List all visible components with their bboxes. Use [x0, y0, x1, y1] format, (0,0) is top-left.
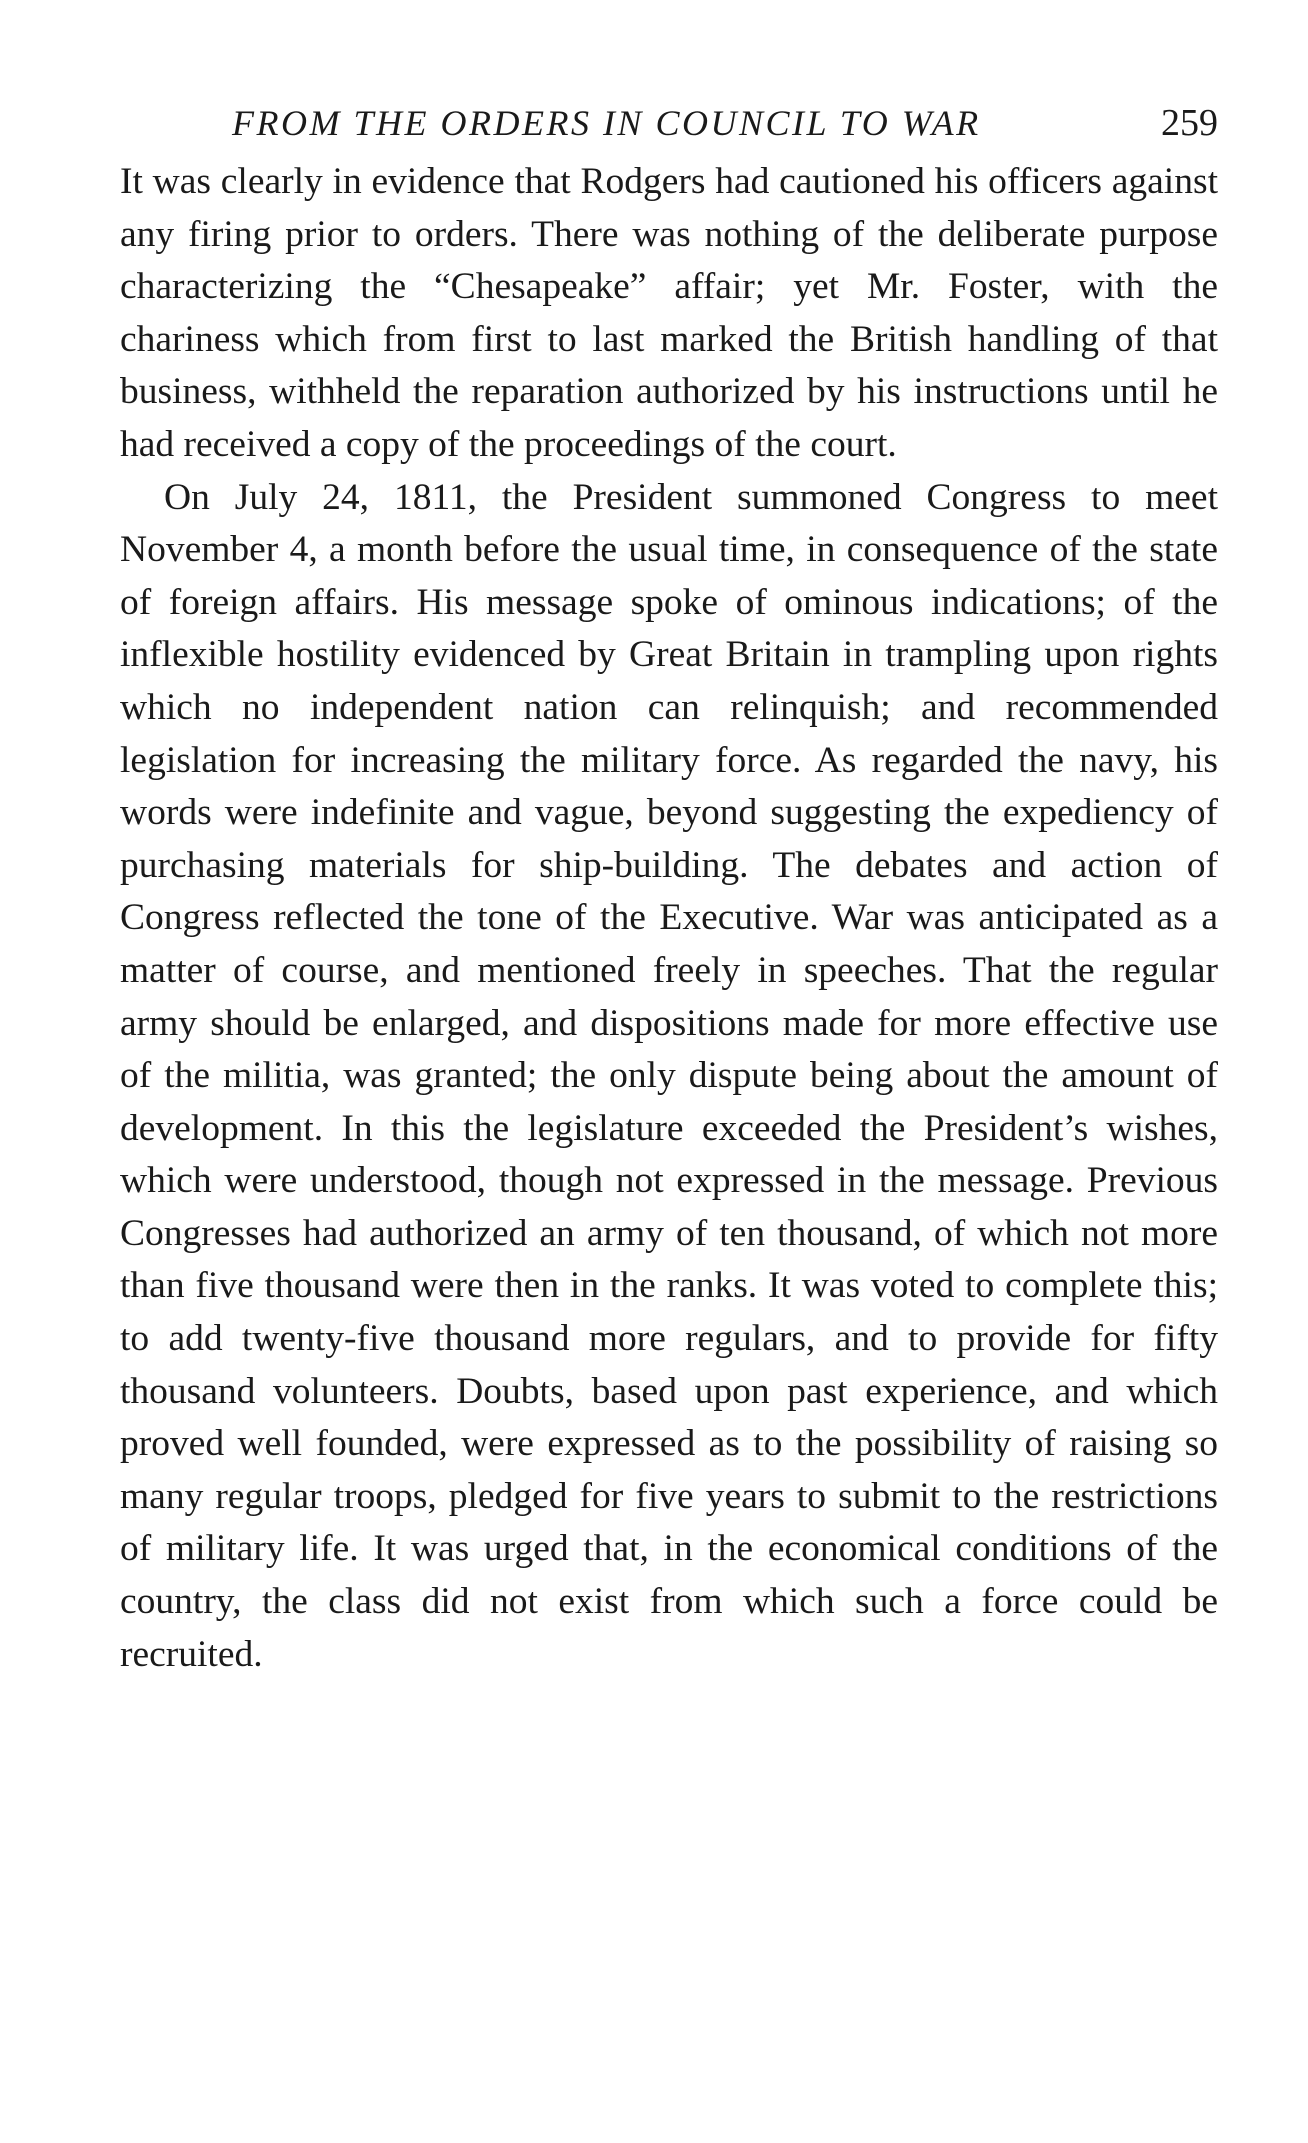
- running-title: FROM THE ORDERS IN COUNCIL TO WAR: [232, 103, 981, 143]
- paragraph-rodgers-affair: It was clearly in evidence that Rodgers had cautioned his officers against any firing prior to orders. There was nothing of the deliberate purpose characterizing the “Chesapeake” affair; yet Mr. Foster, with the chariness which from first to last marked the British handling of that business, withheld the reparation authorized by his instructions until he had received a copy of the proceedings of the court.: [120, 161, 1218, 465]
- running-head: [120, 96, 1218, 150]
- paragraph-congress-summoned: On July 24, 1811, the President summoned Congress to meet November 4, a month before the usual time, in consequence of the state of foreign affairs. His message spoke of ominous indications; of the inflexible hostility evidenced by Great Britain in trampling upon rights which no independent nation can relinquish; and recommended legislation for increasing the military force. As regarded the navy, his words were indefinite and vague, beyond suggesting the expediency of purchasing materials for ship-building. The debates and action of Congress reflected the tone of the Executive. War was anticipated as a matter of course, and mentioned freely in speeches. That the regular army should be enlarged, and dispositions made for more effective use of the militia, was granted; the only dispute being about the amount of development. In this the legislature exceeded the President’s wishes, which were understood, though not expressed in the message. Previous Congresses had authorized an army of ten thousand, of which not more than five thousand were then in the ranks. It was voted to complete this; to add twenty-five thousand more regulars, and to provide for fifty thousand volunteers. Doubts, based upon past experience, and which proved well founded, were expressed as to the possibility of raising so many regular troops, pledged for five years to submit to the restrictions of military life. It was urged that, in the economical conditions of the country, the class did not exist from which such a force could be recruited.: [120, 476, 1218, 1675]
- book-page: [120, 96, 1218, 1681]
- body-text: [120, 156, 1218, 1681]
- page-number: 259: [1161, 102, 1218, 144]
